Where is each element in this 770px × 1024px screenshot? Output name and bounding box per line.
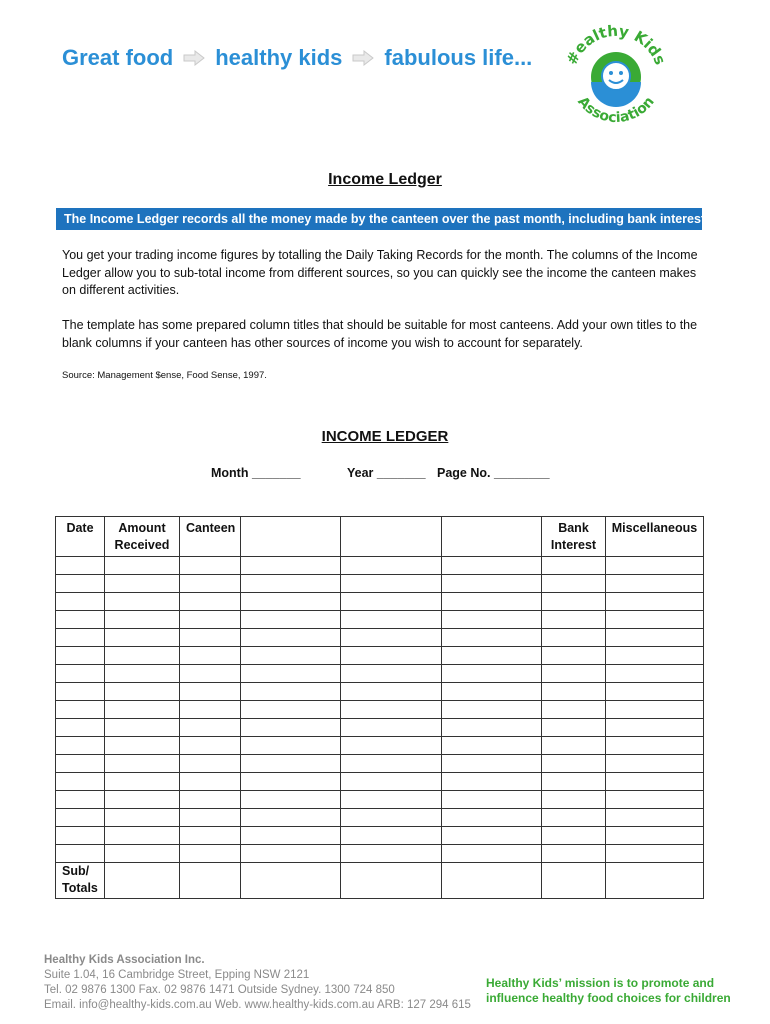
mission-statement xyxy=(486,976,731,1006)
table-cell[interactable] xyxy=(606,665,704,683)
table-cell[interactable] xyxy=(606,575,704,593)
table-row xyxy=(56,593,704,611)
table-cell[interactable] xyxy=(442,773,542,791)
tagline-part-2: healthy kids xyxy=(215,45,343,70)
table-cell[interactable] xyxy=(180,683,241,701)
table-cell[interactable] xyxy=(180,809,241,827)
table-cell[interactable] xyxy=(542,593,606,611)
table-row xyxy=(56,665,704,683)
table-cell[interactable] xyxy=(341,701,442,719)
table-cell[interactable] xyxy=(241,719,341,737)
table-cell[interactable] xyxy=(105,611,180,629)
table-cell[interactable] xyxy=(241,665,341,683)
table-cell[interactable] xyxy=(105,557,180,575)
table-cell[interactable] xyxy=(56,701,105,719)
table-cell[interactable] xyxy=(442,827,542,845)
table-cell[interactable] xyxy=(180,593,241,611)
table-cell[interactable] xyxy=(606,827,704,845)
table-cell[interactable] xyxy=(241,809,341,827)
table-row xyxy=(56,719,704,737)
table-cell[interactable] xyxy=(241,773,341,791)
table-row xyxy=(56,791,704,809)
table-cell[interactable] xyxy=(341,737,442,755)
tagline xyxy=(62,45,532,71)
table-cell[interactable] xyxy=(56,809,105,827)
table-cell[interactable] xyxy=(542,737,606,755)
table-cell[interactable] xyxy=(341,557,442,575)
footer-email: Email. info@healthy-kids.com.au Web. www.healthy-kids.com.au ARB: 127 294 615 xyxy=(44,999,471,1011)
table-cell[interactable] xyxy=(56,845,105,863)
table-row xyxy=(56,809,704,827)
table-cell[interactable] xyxy=(56,791,105,809)
table-cell[interactable] xyxy=(105,719,180,737)
table-cell[interactable] xyxy=(606,809,704,827)
table-cell[interactable] xyxy=(341,755,442,773)
table-cell[interactable] xyxy=(241,791,341,809)
table-cell[interactable] xyxy=(56,647,105,665)
table-cell[interactable] xyxy=(341,629,442,647)
table-cell[interactable] xyxy=(442,593,542,611)
table-cell[interactable] xyxy=(442,863,542,899)
table-cell[interactable] xyxy=(542,647,606,665)
table-cell[interactable] xyxy=(180,737,241,755)
table-row xyxy=(56,755,704,773)
header-row xyxy=(56,517,704,557)
footer-org: Healthy Kids Association Inc. xyxy=(44,954,205,966)
table-cell[interactable] xyxy=(542,773,606,791)
table-cell[interactable] xyxy=(542,683,606,701)
year-field[interactable]: Year _______ xyxy=(347,466,426,480)
col-blank-3[interactable] xyxy=(442,517,542,557)
table-row xyxy=(56,737,704,755)
table-cell[interactable] xyxy=(606,755,704,773)
table-cell[interactable] xyxy=(56,773,105,791)
table-cell[interactable] xyxy=(241,755,341,773)
logo-text-top: #ealthy Kids xyxy=(562,21,670,68)
table-cell[interactable] xyxy=(606,611,704,629)
table-cell[interactable] xyxy=(180,863,241,899)
table-cell[interactable] xyxy=(442,755,542,773)
table-cell[interactable] xyxy=(241,647,341,665)
table-cell[interactable] xyxy=(241,611,341,629)
table-cell[interactable] xyxy=(341,665,442,683)
table-cell[interactable] xyxy=(105,575,180,593)
table-cell[interactable] xyxy=(606,557,704,575)
table-row xyxy=(56,845,704,863)
table-cell[interactable] xyxy=(542,557,606,575)
arrow-right-icon xyxy=(183,50,205,66)
table-cell[interactable] xyxy=(442,683,542,701)
table-cell[interactable] xyxy=(56,755,105,773)
table-cell[interactable] xyxy=(606,647,704,665)
table-cell[interactable] xyxy=(241,701,341,719)
table-cell[interactable] xyxy=(180,719,241,737)
table-cell[interactable] xyxy=(542,755,606,773)
table-cell[interactable] xyxy=(105,827,180,845)
table-cell[interactable] xyxy=(105,593,180,611)
table-cell[interactable] xyxy=(56,683,105,701)
table-cell[interactable] xyxy=(56,611,105,629)
table-cell[interactable] xyxy=(341,791,442,809)
mission-line-1: Healthy Kids’ mission is to promote and xyxy=(486,976,715,990)
table-cell[interactable] xyxy=(442,629,542,647)
table-cell[interactable] xyxy=(341,773,442,791)
table-cell[interactable] xyxy=(56,665,105,683)
month-field[interactable]: Month _______ xyxy=(211,466,301,480)
table-row xyxy=(56,629,704,647)
col-amount-received: Amount Received xyxy=(105,517,180,557)
table-cell[interactable] xyxy=(105,809,180,827)
table-row xyxy=(56,647,704,665)
table-cell[interactable] xyxy=(442,647,542,665)
table-cell[interactable] xyxy=(105,647,180,665)
income-ledger-table xyxy=(55,516,704,899)
table-cell[interactable] xyxy=(442,665,542,683)
intro-paragraph-1: You get your trading income figures by totalling the Daily Taking Records for the month. The columns of the Income Ledger allow you to sub-total income from different sources, so you can quickly see the income the canteen makes on different activities. xyxy=(62,248,698,297)
table-cell[interactable] xyxy=(180,701,241,719)
table-cell[interactable] xyxy=(542,863,606,899)
tagline-part-1: Great food xyxy=(62,45,174,70)
table-cell[interactable] xyxy=(180,665,241,683)
table-cell[interactable] xyxy=(105,845,180,863)
table-cell[interactable] xyxy=(180,845,241,863)
table-cell[interactable] xyxy=(105,773,180,791)
table-cell[interactable] xyxy=(442,809,542,827)
col-canteen: Canteen xyxy=(180,517,241,557)
table-cell[interactable] xyxy=(542,809,606,827)
table-cell[interactable] xyxy=(180,629,241,647)
table-cell[interactable] xyxy=(606,737,704,755)
table-cell[interactable] xyxy=(606,791,704,809)
intro-banner: The Income Ledger records all the money made by the canteen over the past month, including bank interest. xyxy=(56,208,702,230)
table-cell[interactable] xyxy=(341,863,442,899)
table-cell[interactable] xyxy=(442,701,542,719)
table-cell[interactable] xyxy=(105,683,180,701)
table-cell[interactable] xyxy=(56,719,105,737)
table-cell[interactable] xyxy=(105,755,180,773)
table-cell[interactable] xyxy=(105,701,180,719)
table-cell[interactable] xyxy=(442,791,542,809)
table-cell[interactable] xyxy=(241,557,341,575)
table-cell[interactable] xyxy=(442,719,542,737)
table-cell[interactable] xyxy=(542,611,606,629)
footer-contact xyxy=(44,953,471,1013)
table-cell[interactable] xyxy=(341,683,442,701)
table-cell[interactable] xyxy=(241,683,341,701)
intro-paragraph-2: The template has some prepared column titles that should be suitable for most canteens. Add your own titles to the blank columns if your canteen has other sources of income you wish to account for separately. xyxy=(62,318,698,350)
footer-address: Suite 1.04, 16 Cambridge Street, Epping NSW 2121 xyxy=(44,969,310,981)
table-cell[interactable] xyxy=(442,575,542,593)
table-cell[interactable] xyxy=(341,575,442,593)
table-cell[interactable] xyxy=(542,845,606,863)
table-cell[interactable] xyxy=(56,827,105,845)
footer-phone: Tel. 02 9876 1300 Fax. 02 9876 1471 Outside Sydney. 1300 724 850 xyxy=(44,984,395,996)
totals-label: Sub/ Totals xyxy=(56,863,105,899)
table-row xyxy=(56,701,704,719)
table-cell[interactable] xyxy=(542,629,606,647)
table-cell[interactable] xyxy=(606,593,704,611)
totals-row xyxy=(56,863,704,899)
table-cell[interactable] xyxy=(105,629,180,647)
col-date: Date xyxy=(56,517,105,557)
page-title: Income Ledger xyxy=(328,171,442,188)
table-cell[interactable] xyxy=(180,611,241,629)
table-cell[interactable] xyxy=(241,827,341,845)
source-note: Source: Management $ense, Food Sense, 1997. xyxy=(62,370,267,381)
kid-face-icon xyxy=(591,52,641,107)
table-cell[interactable] xyxy=(105,665,180,683)
ledger-title: INCOME LEDGER xyxy=(321,428,449,445)
mission-line-2: influence healthy food choices for children xyxy=(486,991,731,1005)
table-cell[interactable] xyxy=(105,863,180,899)
table-cell[interactable] xyxy=(542,575,606,593)
table-row xyxy=(56,773,704,791)
table-cell[interactable] xyxy=(241,845,341,863)
table-cell[interactable] xyxy=(241,629,341,647)
table-row xyxy=(56,611,704,629)
col-blank-1[interactable] xyxy=(241,517,341,557)
table-cell[interactable] xyxy=(542,665,606,683)
col-miscellaneous: Miscellaneous xyxy=(606,517,704,557)
table-cell[interactable] xyxy=(341,647,442,665)
table-cell[interactable] xyxy=(56,593,105,611)
table-cell[interactable] xyxy=(341,611,442,629)
table-cell[interactable] xyxy=(606,701,704,719)
tagline-part-3: fabulous life... xyxy=(384,45,533,70)
table-cell[interactable] xyxy=(105,791,180,809)
table-cell[interactable] xyxy=(341,827,442,845)
table-cell[interactable] xyxy=(180,791,241,809)
healthy-kids-logo xyxy=(560,20,672,132)
table-cell[interactable] xyxy=(606,683,704,701)
table-cell[interactable] xyxy=(341,593,442,611)
table-row xyxy=(56,575,704,593)
table-cell[interactable] xyxy=(606,845,704,863)
table-cell[interactable] xyxy=(442,611,542,629)
table-cell[interactable] xyxy=(442,737,542,755)
table-cell[interactable] xyxy=(180,557,241,575)
logo-text-bottom: Association xyxy=(574,93,658,127)
table-cell[interactable] xyxy=(241,863,341,899)
arrow-right-icon xyxy=(352,50,374,66)
col-bank-interest: Bank Interest xyxy=(542,517,606,557)
table-cell[interactable] xyxy=(542,701,606,719)
table-cell[interactable] xyxy=(341,845,442,863)
table-cell[interactable] xyxy=(542,827,606,845)
table-cell[interactable] xyxy=(180,575,241,593)
table-cell[interactable] xyxy=(56,557,105,575)
table-cell[interactable] xyxy=(606,719,704,737)
page-number-field[interactable]: Page No. ________ xyxy=(437,466,550,480)
table-cell[interactable] xyxy=(241,593,341,611)
table-cell[interactable] xyxy=(442,557,542,575)
table-cell[interactable] xyxy=(542,791,606,809)
table-cell[interactable] xyxy=(241,575,341,593)
table-cell[interactable] xyxy=(180,827,241,845)
table-cell[interactable] xyxy=(56,737,105,755)
table-cell[interactable] xyxy=(241,737,341,755)
table-cell[interactable] xyxy=(606,773,704,791)
table-cell[interactable] xyxy=(606,863,704,899)
table-cell[interactable] xyxy=(542,719,606,737)
table-cell[interactable] xyxy=(442,845,542,863)
table-cell[interactable] xyxy=(180,647,241,665)
table-row xyxy=(56,683,704,701)
table-cell[interactable] xyxy=(341,809,442,827)
table-cell[interactable] xyxy=(606,629,704,647)
table-cell[interactable] xyxy=(56,575,105,593)
table-cell[interactable] xyxy=(180,755,241,773)
table-cell[interactable] xyxy=(56,629,105,647)
table-cell[interactable] xyxy=(105,737,180,755)
table-row xyxy=(56,827,704,845)
table-row xyxy=(56,557,704,575)
col-blank-2[interactable] xyxy=(341,517,442,557)
table-cell[interactable] xyxy=(180,773,241,791)
table-cell[interactable] xyxy=(341,719,442,737)
